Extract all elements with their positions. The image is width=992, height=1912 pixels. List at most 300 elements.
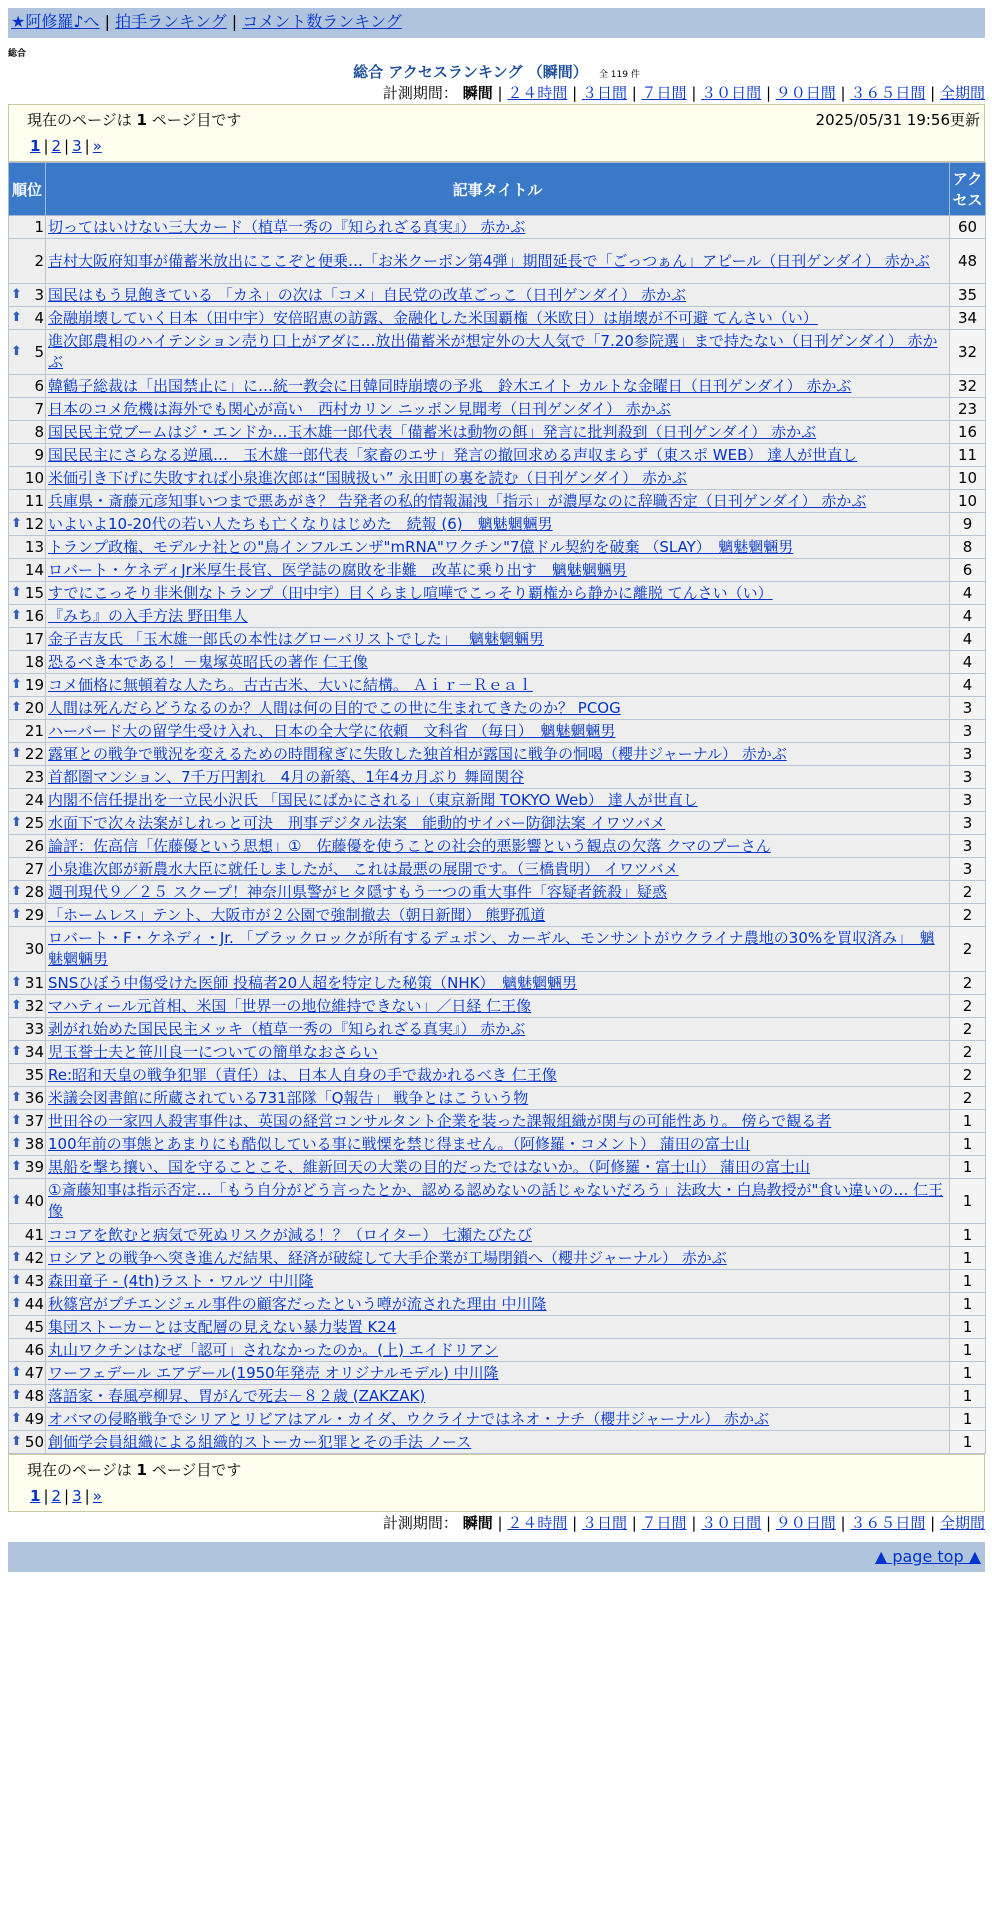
table-row xyxy=(9,1156,986,1179)
table-row xyxy=(9,835,986,858)
period-separator: | xyxy=(497,84,508,102)
period-separator: | xyxy=(567,84,582,102)
period-link[interactable]: ３日間 xyxy=(581,84,627,102)
rank-number: 31 xyxy=(24,973,44,992)
article-link[interactable]: 金子吉友氏 「玉木雄一郎氏の本性はグローバリストでした」 魑魅魍魎男 xyxy=(48,629,544,648)
pager-separator: | xyxy=(84,137,90,155)
col-rank-header: 順位 xyxy=(9,163,46,216)
access-count: 3 xyxy=(950,858,986,881)
article-link[interactable]: 首都圏マンション、7千万円割れ 4月の新築、1年4カ月ぶり 舞岡関谷 xyxy=(48,767,525,786)
table-row xyxy=(9,1110,986,1133)
title-cell xyxy=(46,513,950,536)
title-cell xyxy=(46,995,950,1018)
rank-number: 27 xyxy=(24,859,44,878)
article-link[interactable]: 切ってはいけない三大カード（植草一秀の『知られざる真実』） 赤かぶ xyxy=(48,217,526,236)
title-cell xyxy=(46,927,950,972)
article-link[interactable]: ココアを飲むと病気で死ぬリスクが減る！？（ロイター） 七瀬たびたび xyxy=(48,1225,533,1244)
period-separator: | xyxy=(761,84,776,102)
title-cell xyxy=(46,858,950,881)
table-row xyxy=(9,1179,986,1224)
access-count: 3 xyxy=(950,812,986,835)
period-link[interactable]: ９０日間 xyxy=(775,1514,836,1532)
table-row xyxy=(9,743,986,766)
table-row xyxy=(9,1224,986,1247)
title-cell xyxy=(46,1339,950,1362)
period-separator: | xyxy=(497,1514,508,1532)
article-link[interactable]: 人間は死んだらどうなるのか？人間は何の目的でこの世に生まれてきたのか？ PCOG xyxy=(48,698,621,717)
period-link[interactable]: 全期間 xyxy=(939,1514,985,1532)
rank-cell xyxy=(9,490,46,513)
table-row xyxy=(9,1064,986,1087)
rank-cell xyxy=(9,605,46,628)
article-link[interactable]: 「ホームレス」テント、大阪市が２公園で強制撤去（朝日新聞） 熊野孤道 xyxy=(48,905,546,924)
rank-number: 40 xyxy=(24,1191,44,1210)
access-count: 4 xyxy=(950,628,986,651)
pager-page[interactable]: 1 xyxy=(30,1487,41,1505)
pager-separator: | xyxy=(64,137,70,155)
access-count: 11 xyxy=(950,444,986,467)
rank-cell xyxy=(9,1362,46,1385)
table-row xyxy=(9,904,986,927)
title-cell xyxy=(46,1041,950,1064)
rank-cell xyxy=(9,307,46,330)
period-link[interactable]: ９０日間 xyxy=(775,84,836,102)
period-link[interactable]: ２４時間 xyxy=(507,1514,568,1532)
rank-number: 22 xyxy=(24,744,44,763)
article-link[interactable]: 進次郎農相のハイテンション売り口上がアダに…放出備蓄米が想定外の大人気で「7.20参院選」まで持たない（日刊ゲンダイ） 赤かぶ xyxy=(48,332,938,371)
access-count: 1 xyxy=(950,1431,986,1454)
access-count: 4 xyxy=(950,651,986,674)
access-count: 2 xyxy=(950,1041,986,1064)
article-link[interactable]: ワーフェデール エアデール(1950年発売 オリジナルモデル) 中川隆 xyxy=(48,1363,499,1382)
rank-cell xyxy=(9,1087,46,1110)
rank-number: 26 xyxy=(24,836,44,855)
rank-number: 50 xyxy=(24,1432,44,1451)
table-row xyxy=(9,1270,986,1293)
rank-up-arrow-icon: ⬆ xyxy=(11,1113,22,1128)
period-separator: | xyxy=(835,84,851,102)
rank-number: 44 xyxy=(24,1294,44,1313)
pager-separator: | xyxy=(84,1487,90,1505)
rank-number: 13 xyxy=(24,537,44,556)
article-link[interactable]: ロバート・F・ケネディ・Jr. 「ブラックロックが所有するデュポン、カーギル、モンサントがウクライナ農地の30%を買収済み」 魑魅魍魎男 xyxy=(48,929,935,968)
rank-up-arrow-icon: ⬆ xyxy=(11,1434,22,1449)
page-top-link[interactable]: ▲ page top ▲ xyxy=(874,1547,981,1566)
period-link[interactable]: ３６５日間 xyxy=(850,84,926,102)
rank-up-arrow-icon: ⬆ xyxy=(11,344,22,359)
article-link[interactable]: オバマの侵略戦争でシリアとリビアはアル・カイダ、ウクライナではネオ・ナチ（櫻井ジャーナル） 赤かぶ xyxy=(48,1409,770,1428)
clap-ranking-link[interactable]: 拍手ランキング xyxy=(115,12,227,31)
table-row xyxy=(9,536,986,559)
rank-cell xyxy=(9,467,46,490)
rank-cell xyxy=(9,651,46,674)
period-link[interactable]: ３日間 xyxy=(581,1514,627,1532)
rank-number: 10 xyxy=(24,468,44,487)
page-title-text: 総合 アクセスランキング （瞬間） xyxy=(353,63,588,81)
rank-cell xyxy=(9,1041,46,1064)
table-row xyxy=(9,789,986,812)
access-count: 32 xyxy=(950,330,986,375)
rank-cell xyxy=(9,559,46,582)
rank-cell xyxy=(9,628,46,651)
rank-number: 25 xyxy=(24,813,44,832)
table-row xyxy=(9,812,986,835)
period-separator: | xyxy=(626,84,642,102)
rank-cell xyxy=(9,239,46,284)
rank-cell xyxy=(9,995,46,1018)
table-row xyxy=(9,766,986,789)
pager-page[interactable]: 3 xyxy=(72,137,82,155)
period-link[interactable]: ３６５日間 xyxy=(850,1514,926,1532)
table-row xyxy=(9,1408,986,1431)
rank-cell xyxy=(9,536,46,559)
rank-number: 7 xyxy=(34,399,44,418)
page-status-pre: 現在のページは xyxy=(27,1461,132,1479)
table-row xyxy=(9,1431,986,1454)
period-separator: | xyxy=(686,84,702,102)
rank-cell xyxy=(9,972,46,995)
article-link[interactable]: 週刊現代９／２５ スクープ！神奈川県警がヒタ隠すもう一つの重大事件「容疑者銃殺」疑惑 xyxy=(48,882,668,901)
table-row xyxy=(9,927,986,972)
article-link[interactable]: 米議会図書館に所蔵されている731部隊「Q報告」 戦争とはこういう物 xyxy=(48,1088,529,1107)
access-count: 48 xyxy=(950,239,986,284)
pager-page[interactable]: 2 xyxy=(51,1487,62,1505)
table-row xyxy=(9,628,986,651)
article-link[interactable]: 露軍との戦争で戦況を変えるための時間稼ぎに失敗した独首相が露国に戦争の恫喝（櫻井ジャーナル） 赤かぶ xyxy=(48,744,787,763)
rank-number: 48 xyxy=(24,1386,44,1405)
rank-cell xyxy=(9,927,46,972)
access-count: 1 xyxy=(950,1408,986,1431)
title-cell xyxy=(46,789,950,812)
comment-ranking-link[interactable]: コメント数ランキング xyxy=(242,12,402,31)
rank-number: 43 xyxy=(24,1271,44,1290)
article-link[interactable]: 小泉進次郎が新農水大臣に就任しましたが、 これは最悪の展開です。（三橋貴明） イワツバメ xyxy=(48,859,679,878)
rank-up-arrow-icon: ⬆ xyxy=(11,1193,22,1208)
col-title-header: 記事タイトル xyxy=(46,163,950,216)
title-cell xyxy=(46,766,950,789)
article-link[interactable]: 落語家・春風亭柳昇、胃がんで死去－８２歳 (ZAKZAK) xyxy=(48,1386,426,1405)
access-count: 1 xyxy=(950,1247,986,1270)
rank-number: 30 xyxy=(24,939,44,958)
article-link[interactable]: 水面下で次々法案がしれっと可決 刑事デジタル法案 能動的サイバー防御法案 イワツバメ xyxy=(48,813,666,832)
article-link[interactable]: 森田童子 - (4th)ラスト・ワルツ 中川隆 xyxy=(48,1271,314,1290)
access-count: 34 xyxy=(950,307,986,330)
article-link[interactable]: 国民民主にさらなる逆風… 玉木雄一郎代表「家畜のエサ」発言の撤回求める声収まらず（東スポ WEB） 達人が世直し xyxy=(48,445,858,464)
access-count: 35 xyxy=(950,284,986,307)
title-cell xyxy=(46,330,950,375)
access-count: 1 xyxy=(950,1224,986,1247)
article-link[interactable]: 100年前の事態とあまりにも酷似している事に戦慄を禁じ得ません。（阿修羅・コメント） 蒲田の富士山 xyxy=(48,1134,750,1153)
rank-cell xyxy=(9,284,46,307)
title-cell xyxy=(46,881,950,904)
access-count: 2 xyxy=(950,1064,986,1087)
title-cell xyxy=(46,444,950,467)
table-row xyxy=(9,239,986,284)
rank-cell xyxy=(9,1247,46,1270)
article-link[interactable]: 剥がれ始めた国民民主メッキ（植草一秀の『知られざる真実』） 赤かぶ xyxy=(48,1019,526,1038)
rank-up-arrow-icon: ⬆ xyxy=(11,815,22,830)
table-row xyxy=(9,720,986,743)
table-row xyxy=(9,513,986,536)
rank-number: 46 xyxy=(24,1340,44,1359)
period-link[interactable]: 全期間 xyxy=(939,84,985,102)
rank-cell xyxy=(9,582,46,605)
title-cell xyxy=(46,972,950,995)
table-row xyxy=(9,972,986,995)
article-link[interactable]: 金融崩壊していく日本（田中宇）安倍昭恵の訪露、金融化した米国覇権（米欧日）は崩壊が不可避 てんさい（い） xyxy=(48,308,818,327)
article-link[interactable]: ハーバード大の留学生受け入れ、日本の全大学に依頼 文科省 （毎日） 魑魅魍魎男 xyxy=(48,721,616,740)
article-link[interactable]: すでにこっそり非米側なトランプ（田中宇）目くらまし喧嘩でこっそり覇権から静かに離脱 てんさい（い） xyxy=(48,583,773,602)
title-cell xyxy=(46,1362,950,1385)
article-link[interactable]: 日本のコメ危機は海外でも関心が高い 西村カリン ニッポン見聞考（日刊ゲンダイ） 赤かぶ xyxy=(48,399,671,418)
table-row xyxy=(9,1385,986,1408)
title-cell xyxy=(46,467,950,490)
period-current: 瞬間 xyxy=(462,1514,493,1532)
table-row xyxy=(9,1018,986,1041)
table-row xyxy=(9,444,986,467)
rank-cell xyxy=(9,444,46,467)
rank-cell xyxy=(9,421,46,444)
period-separator: | xyxy=(686,1514,702,1532)
table-row xyxy=(9,697,986,720)
page-info-top xyxy=(8,104,985,162)
pager-next[interactable]: » xyxy=(92,137,102,155)
access-count: 16 xyxy=(950,421,986,444)
table-row xyxy=(9,421,986,444)
rank-up-arrow-icon: ⬆ xyxy=(11,1159,22,1174)
access-count: 2 xyxy=(950,995,986,1018)
article-link[interactable]: 『みち』の入手方法 野田隼人 xyxy=(48,606,248,625)
title-cell xyxy=(46,398,950,421)
period-label: 計測期間： xyxy=(382,84,458,102)
pager-next[interactable]: » xyxy=(92,1487,102,1505)
page-info-bottom xyxy=(8,1454,985,1512)
rank-number: 36 xyxy=(24,1088,44,1107)
article-link[interactable]: SNSひぼう中傷受けた医師 投稿者20人超を特定した秘策（NHK） 魑魅魍魎男 xyxy=(48,973,577,992)
rank-number: 12 xyxy=(24,514,44,533)
ranking-table xyxy=(8,162,986,1454)
title-cell xyxy=(46,375,950,398)
table-row xyxy=(9,330,986,375)
rank-cell xyxy=(9,697,46,720)
rank-number: 14 xyxy=(24,560,44,579)
rank-number: 17 xyxy=(24,629,44,648)
article-link[interactable]: ①斎藤知事は指示否定…「もう自分がどう言ったとか、認める認めないの話じゃないだろう」法政大・白鳥教授が"食い違いの… 仁王像 xyxy=(48,1181,944,1220)
page-status-number: 1 xyxy=(136,111,147,129)
title-cell xyxy=(46,1247,950,1270)
table-row xyxy=(9,858,986,881)
title-cell xyxy=(46,284,950,307)
article-link[interactable]: 黒船を撃ち攘い、国を守ることこそ、維新回天の大業の目的だったではないか。（阿修羅・富士山） 蒲田の富士山 xyxy=(48,1157,810,1176)
pager-separator: | xyxy=(43,137,49,155)
rank-number: 37 xyxy=(24,1111,44,1130)
table-row xyxy=(9,881,986,904)
page-status-bottom xyxy=(27,1457,984,1483)
access-count: 1 xyxy=(950,1156,986,1179)
period-separator: | xyxy=(835,1514,851,1532)
article-link[interactable]: コメ価格に無頓着な人たち。古古古米、大いに結構。 Ａｉｒ－Ｒｅａｌ xyxy=(48,675,533,694)
access-count: 1 xyxy=(950,1133,986,1156)
period-separator: | xyxy=(626,1514,642,1532)
rank-up-arrow-icon: ⬆ xyxy=(11,975,22,990)
rank-cell xyxy=(9,513,46,536)
rank-cell xyxy=(9,1110,46,1133)
table-row xyxy=(9,1041,986,1064)
rank-cell xyxy=(9,375,46,398)
rank-cell xyxy=(9,1133,46,1156)
rank-up-arrow-icon: ⬆ xyxy=(11,287,22,302)
rank-number: 20 xyxy=(24,698,44,717)
page xyxy=(8,8,985,1572)
title-cell xyxy=(46,651,950,674)
access-count: 2 xyxy=(950,881,986,904)
period-link[interactable]: ７日間 xyxy=(641,1514,687,1532)
article-link[interactable]: 兵庫県・斎藤元彦知事いつまで悪あがき？ 告発者の私的情報漏洩「指示」が濃厚なのに辞職否定（日刊ゲンダイ） 赤かぶ xyxy=(48,491,867,510)
title-cell xyxy=(46,1293,950,1316)
access-count: 3 xyxy=(950,697,986,720)
rank-number: 5 xyxy=(34,342,44,361)
article-link[interactable]: 吉村大阪府知事が備蓄米放出にここぞと便乗…「お米クーポン第4弾」期間延長で「ごっつぁん」アピール（日刊ゲンダイ） 赤かぶ xyxy=(48,251,930,270)
rank-number: 38 xyxy=(24,1134,44,1153)
access-count: 60 xyxy=(950,216,986,239)
table-row xyxy=(9,582,986,605)
rank-cell xyxy=(9,789,46,812)
title-cell xyxy=(46,1408,950,1431)
title-cell xyxy=(46,559,950,582)
title-cell xyxy=(46,1110,950,1133)
rank-number: 15 xyxy=(24,583,44,602)
table-row xyxy=(9,490,986,513)
period-link[interactable]: ２４時間 xyxy=(507,84,568,102)
rank-number: 11 xyxy=(24,491,44,510)
rank-up-arrow-icon: ⬆ xyxy=(11,998,22,1013)
period-label: 計測期間： xyxy=(382,1514,458,1532)
title-cell xyxy=(46,536,950,559)
title-cell xyxy=(46,674,950,697)
title-cell xyxy=(46,1431,950,1454)
article-link[interactable]: 児玉誉士夫と笹川良一についての簡単なおさらい xyxy=(48,1042,378,1061)
title-cell xyxy=(46,1385,950,1408)
access-count: 3 xyxy=(950,743,986,766)
access-count: 4 xyxy=(950,605,986,628)
home-link[interactable]: ★阿修羅♪へ xyxy=(11,12,100,31)
table-row xyxy=(9,467,986,490)
rank-up-arrow-icon: ⬆ xyxy=(11,1296,22,1311)
article-link[interactable]: マハティール元首相、米国「世界一の地位維持できない」／日経 仁王像 xyxy=(48,996,532,1015)
access-count: 1 xyxy=(950,1293,986,1316)
access-count: 1 xyxy=(950,1339,986,1362)
title-cell xyxy=(46,1064,950,1087)
period-link[interactable]: ３０日間 xyxy=(701,84,762,102)
rank-cell xyxy=(9,1408,46,1431)
rank-number: 8 xyxy=(34,422,44,441)
category-label: 総合 xyxy=(8,49,27,59)
title-cell xyxy=(46,835,950,858)
access-count: 6 xyxy=(950,559,986,582)
article-link[interactable]: 韓鶴子総裁は「出国禁止に」に…統一教会に日韓同時崩壊の予兆 鈴木エイト カルトな金曜日（日刊ゲンダイ） 赤かぶ xyxy=(48,376,852,395)
access-count: 4 xyxy=(950,582,986,605)
rank-up-arrow-icon: ⬆ xyxy=(11,516,22,531)
pager-separator: | xyxy=(43,1487,49,1505)
table-row xyxy=(9,605,986,628)
period-link[interactable]: ３０日間 xyxy=(701,1514,762,1532)
article-link[interactable]: 内閣不信任提出を一立民小沢氏 「国民にばかにされる」（東京新聞 TOKYO Web） 達人が世直し xyxy=(48,790,698,809)
article-link[interactable]: 国民民主党ブームはジ・エンドか…玉木雄一郎代表「備蓄米は動物の餌」発言に批判殺到（日刊ゲンダイ） 赤かぶ xyxy=(48,422,817,441)
access-count: 2 xyxy=(950,927,986,972)
article-link[interactable]: トランプ政権、モデルナ社との"鳥インフルエンザ"mRNA"ワクチン"7億ドル契約を破棄 （SLAY） 魑魅魍魎男 xyxy=(48,537,794,556)
table-row xyxy=(9,307,986,330)
rank-cell xyxy=(9,812,46,835)
rank-cell xyxy=(9,1224,46,1247)
access-count: 1 xyxy=(950,1110,986,1133)
rank-cell xyxy=(9,766,46,789)
rank-cell xyxy=(9,835,46,858)
article-link[interactable]: 秋篠宮がプチエンジェル事件の顧客だったという噂が流された理由 中川隆 xyxy=(48,1294,547,1313)
pager-separator: | xyxy=(64,1487,70,1505)
rank-number: 1 xyxy=(34,217,44,236)
access-count: 9 xyxy=(950,513,986,536)
title-cell xyxy=(46,605,950,628)
rank-up-arrow-icon: ⬆ xyxy=(11,884,22,899)
rank-number: 3 xyxy=(34,285,44,304)
title-cell xyxy=(46,812,950,835)
title-cell xyxy=(46,239,950,284)
rank-cell xyxy=(9,904,46,927)
article-link[interactable]: 国民はもう見飽きている 「カネ」の次は「コメ」自民党の改革ごっこ（日刊ゲンダイ） 赤かぶ xyxy=(48,285,687,304)
pager-page[interactable]: 3 xyxy=(72,1487,82,1505)
top-nav xyxy=(8,8,985,38)
rank-number: 18 xyxy=(24,652,44,671)
nav-separator: | xyxy=(104,12,116,31)
rank-cell xyxy=(9,216,46,239)
title-cell xyxy=(46,421,950,444)
updated-time: 2025/05/31 19:56更新 xyxy=(815,111,980,129)
article-link[interactable]: 恐るべき本である！－鬼塚英昭氏の著作 仁王像 xyxy=(48,652,368,671)
article-link[interactable]: 米価引き下げに失敗すれば小泉進次郎は“国賊扱い” 永田町の裏を読む（日刊ゲンダイ） 赤かぶ xyxy=(48,468,687,487)
rank-number: 2 xyxy=(34,251,44,270)
period-separator: | xyxy=(761,1514,776,1532)
rank-number: 23 xyxy=(24,767,44,786)
article-link[interactable]: 論評：佐高信「佐藤優という思想」① 佐藤優を使うことの社会的悪影響という観点の欠落 クマのプーさん xyxy=(48,836,771,855)
article-link[interactable]: ロバート・ケネディJr米厚生長官、医学誌の腐敗を非難 改革に乗り出す 魑魅魍魎男 xyxy=(48,560,627,579)
period-link[interactable]: ７日間 xyxy=(641,84,687,102)
article-link[interactable]: ロシアとの戦争へ突き進んだ結果、経済が破綻して大手企業が工場閉鎖へ（櫻井ジャーナル） 赤かぶ xyxy=(48,1248,727,1267)
rank-number: 34 xyxy=(24,1042,44,1061)
article-link[interactable]: 丸山ワクチンはなぜ「認可」されなかったのか。(上) エイドリアン xyxy=(48,1340,499,1359)
access-count: 1 xyxy=(950,1270,986,1293)
pager-page[interactable]: 1 xyxy=(30,137,41,155)
table-row xyxy=(9,559,986,582)
rank-number: 39 xyxy=(24,1157,44,1176)
rank-up-arrow-icon: ⬆ xyxy=(11,907,22,922)
access-count: 23 xyxy=(950,398,986,421)
title-cell xyxy=(46,1179,950,1224)
article-link[interactable]: 世田谷の一家四人殺害事件は、英国の経営コンサルタント企業を装った課報組織が関与の可能性あり。 傍らで観る者 xyxy=(48,1111,832,1130)
table-row xyxy=(9,1247,986,1270)
access-count: 2 xyxy=(950,1087,986,1110)
article-link[interactable]: 集団ストーカーとは支配層の見えない暴力装置 K24 xyxy=(48,1317,397,1336)
article-link[interactable]: いよいよ10-20代の若い人たちも亡くなりはじめた 続報 (6) 魑魅魍魎男 xyxy=(48,514,553,533)
table-row xyxy=(9,1293,986,1316)
pager-page[interactable]: 2 xyxy=(51,137,62,155)
period-current: 瞬間 xyxy=(462,84,493,102)
article-link[interactable]: Re:昭和天皇の戦争犯罪（責任）は、日本人自身の手で裁かれるべき 仁王像 xyxy=(48,1065,557,1084)
access-count: 1 xyxy=(950,1316,986,1339)
article-link[interactable]: 創価学会員組織による組織的ストーカー犯罪とその手法 ノース xyxy=(48,1432,472,1451)
period-selector-bottom xyxy=(8,1512,985,1534)
page-status-pre: 現在のページは xyxy=(27,111,132,129)
rank-cell xyxy=(9,1270,46,1293)
